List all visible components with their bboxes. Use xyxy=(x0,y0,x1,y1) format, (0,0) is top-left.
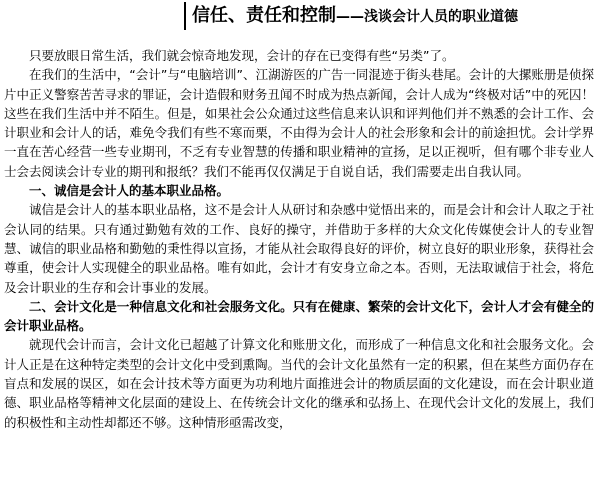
document-body xyxy=(4,46,594,432)
paragraph-intro: 只要放眼日常生活，我们就会惊奇地发现，会计的存在已变得有些“另类”了。 xyxy=(29,48,455,63)
paragraph-2: 诚信是会计人的基本职业品格，这不是会计人从研讨和杂感中觉悟出来的，而是会计和会计人取之于社会认同的结果。只有通过勤勉有效的工作、良好的操守，并借助于多样的大众文化传媒使会计人的专业智慧、诚信的职业品格和勤勉的秉性得以宣扬，才能从社会取得良好的评价，树立良好的职业形象，获得社会尊重，使会计人实现健全的职业品格。唯有如此，会计才有安身立命之本。否则，无法取诚信于社会，将危及会计职业的生存和会计事业的发展。 xyxy=(4,202,594,295)
title-subtitle: ——浅谈会计人员的职业道德 xyxy=(336,9,518,25)
paragraph-3: 就现代会计而言，会计文化已超越了计算文化和账册文化，而形成了一种信息文化和社会服务文化。会计人正是在这种特定类型的会计文化中受到熏陶。当代的会计文化虽然有一定的积累，但在某些方面仍存在盲点和发展的误区，如在会计技术等方面更为功利地片面推进会计的物质层面的文化建设，而在会计职业道德、职业品格等精神文化层面的建设上、在传统会计文化的继承和弘扬上、在现代会计文化的发展上，我们的积极性和主动性却都还不够。这种情形亟需改变， xyxy=(4,337,594,430)
title-main: 信任、责任和控制 xyxy=(192,5,336,26)
section-heading-2: 二、会计文化是一种信息文化和社会服务文化。只有在健康、繁荣的会计文化下，会计人才会有健全的会计职业品格。 xyxy=(4,298,594,334)
section-heading-1: 一、诚信是会计人的基本职业品格。 xyxy=(29,183,230,199)
paragraph-1: 在我们的生活中，“会计”与“电脑培训”、江湖游医的广告一同混迹于街头巷尾。会计的大摞账册是侦探片中正义警察苦苦寻求的罪证，会计造假和财务丑闻不时成为热点新闻，会计人成为“终极对话”中的死囚！这些在我们生活中并不陌生。但是，如果社会公众通过这些信息来认识和评判他们并不熟悉的会计工作、会计职业和会计人的话，难免令我们有些不寒而栗，不由得为会计人的社会形象和会计的前途担忧。会计学界一直在苦心经营一些专业期刊，不乏有专业智慧的传播和职业精神的宣扬，足以正视听，但有哪个非专业人士会去阅读会计专业的期刊和报纸？我们不能再仅仅满足于自说自话，我们需要走出自我认同。 xyxy=(4,67,594,179)
document-title xyxy=(184,2,518,30)
